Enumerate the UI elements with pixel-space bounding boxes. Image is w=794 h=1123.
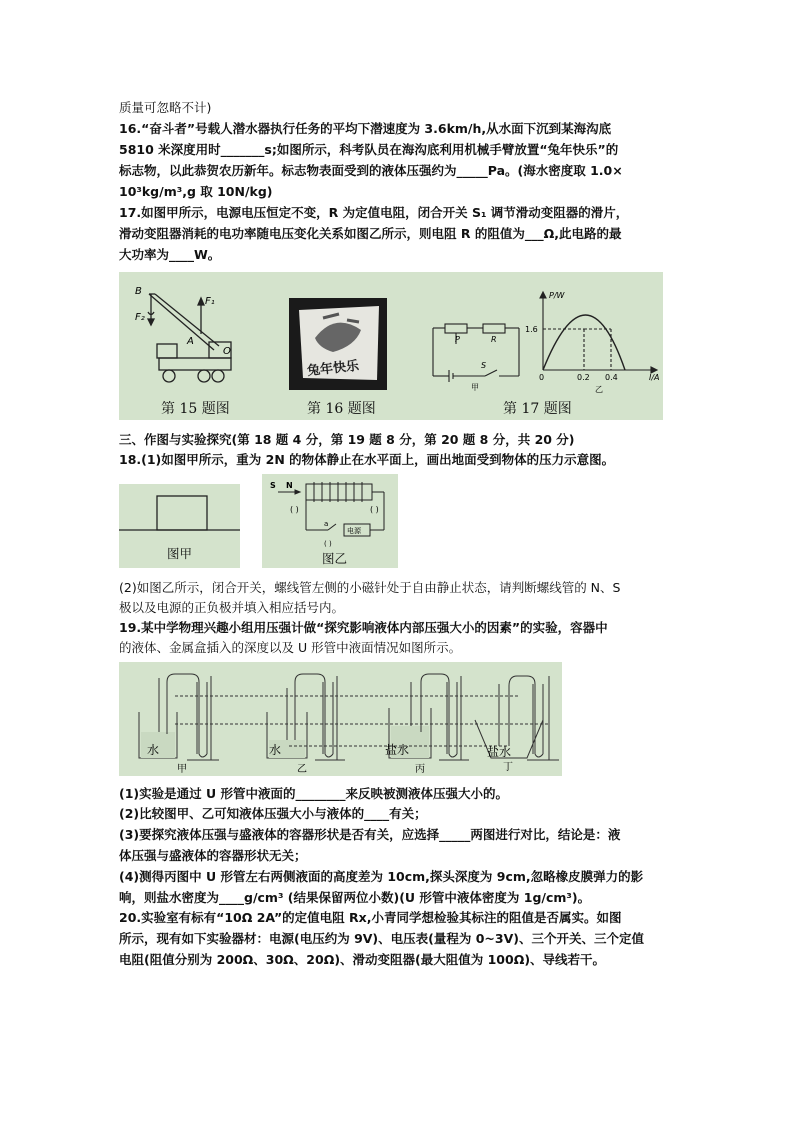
power-graph (540, 292, 657, 373)
text-line: (2)比较图甲、乙可知液体压强大小与液体的____有关； (119, 806, 427, 821)
label-r: R (491, 335, 497, 344)
power-supply-label: 电源 (347, 527, 361, 535)
label-yi: 乙 (297, 764, 307, 775)
label-f1: F₁ (205, 296, 215, 307)
label-water-2: 水 (269, 743, 282, 757)
label-n: N (286, 481, 293, 490)
figure-18-yi (262, 474, 398, 568)
caption-fig-18-jia: 图甲 (167, 546, 193, 561)
question-17: 17.如图甲所示，电源电压恒定不变，R 为定值电阻，闭合开关 S₁ 调节滑动变阻器的滑片， (119, 205, 629, 220)
question-16: 16.“奋斗者”号载人潜水器执行任务的平均下潜速度为 3.6km/h,从水面下沉到某海沟底 (119, 121, 612, 136)
text-line: 5810 米深度用时_______s;如图所示，科考队员在海沟底利用机械手臂放置“兔年快乐”的 (119, 142, 619, 157)
graph-tick-y: 1.6 (525, 325, 538, 334)
question-19: 19.某中学物理兴趣小组用压强计做“探究影响液体内部压强大小的因素”的实验，容器中 (119, 620, 608, 635)
label-o: O (223, 346, 231, 357)
caption-fig-18-yi: 图乙 (322, 551, 348, 566)
figure-panel-15-17 (119, 272, 663, 420)
text-line: 体压强与盛液体的容器形状无关； (119, 848, 307, 863)
question-20: 20.实验室有标有“10Ω 2A”的定值电阻 Rx,小青同学想检验其标注的阻值是否属实。如图 (119, 910, 622, 925)
text-line: 响，则盐水密度为____g/cm³ (结果保留两位小数)(U 形管中液体密度为 1g/cm³)。 (119, 890, 591, 905)
text-line: 极以及电源的正负极并填入相应括号内。 (119, 600, 345, 615)
paren-power: ( ) (324, 540, 332, 548)
label-water-1: 水 (147, 743, 160, 757)
label-salt-1: 盐水 (385, 743, 410, 757)
label-f2: F₂ (135, 312, 145, 323)
text-line: (1)实验是通过 U 形管中液面的________来反映被测液体压强大小的。 (119, 786, 508, 801)
graph-tick-x1: 0.2 (577, 373, 590, 382)
label-b: B (135, 286, 142, 297)
text-line: 滑动变阻器消耗的电功率随电压变化关系如图乙所示，则电阻 R 的阻值为___Ω,此电路的最 (119, 226, 622, 241)
figure-18-jia (119, 484, 240, 568)
label-s: S (270, 481, 276, 490)
figure-19-panel (119, 662, 562, 776)
label-jia: 甲 (177, 764, 187, 775)
text-line: 标志物，以此恭贺农历新年。标志物表面受到的液体压强约为_____Pa。(海水密度取 1.0× (119, 163, 623, 178)
section-heading: 三、作图与实验探究(第 18 题 4 分，第 19 题 8 分，第 20 题 8 分，共 20 分) (119, 432, 575, 447)
label-p: P (455, 335, 460, 344)
text-line: (4)测得丙图中 U 形管左右两侧液面的高度差为 10cm,探头深度为 9cm,忽略橡皮膜弹力的影 (119, 869, 644, 884)
paren-left: ( ) (290, 505, 299, 514)
graph-ylabel: P/W (549, 291, 565, 300)
figure-19-drawing (119, 662, 562, 776)
text-line: 所示，现有如下实验器材：电源(电压约为 9V)、电压表(量程为 0~3V)、三个开关、三个定值 (119, 931, 644, 946)
label-salt-2: 盐水 (487, 745, 512, 759)
question-18: 18.(1)如图甲所示，重为 2N 的物体静止在水平面上，画出地面受到物体的压力示意图。 (119, 452, 615, 467)
label-jia: 甲 (471, 383, 479, 392)
paren-right: ( ) (370, 505, 379, 514)
text-line: (2)如图乙所示，闭合开关，螺线管左侧的小磁针处于自由静止状态，请判断螺线管的 N、S (119, 580, 621, 595)
text-line: 10³kg/m³,g 取 10N/kg) (119, 184, 273, 199)
text-line: 的液体、金属盒插入的深度以及 U 形管中液面情况如图所示。 (119, 640, 462, 655)
graph-xlabel: I/A (649, 373, 660, 382)
caption-fig-15: 第 15 题图 (161, 401, 230, 417)
graph-label-yi: 乙 (595, 385, 603, 394)
caption-fig-16: 第 16 题图 (307, 401, 376, 417)
sign-photo (289, 298, 387, 390)
caption-fig-17: 第 17 题图 (503, 401, 572, 417)
label-a: a (324, 520, 329, 528)
text-line: 大功率为____W。 (119, 247, 221, 262)
graph-tick-x0: 0 (539, 373, 545, 382)
label-s: S (481, 361, 487, 370)
label-a: A (187, 336, 194, 347)
sign-text: 兔年快乐 (306, 358, 360, 380)
label-bing: 丙 (415, 764, 425, 775)
text-line: (3)要探究液体压强与盛液体的容器形状是否有关，应选择_____两图进行对比，结论是：液 (119, 827, 621, 842)
label-ding: 丁 (503, 762, 513, 773)
text-line: 质量可忽略不计) (119, 100, 212, 115)
circuit-figure (433, 324, 519, 382)
text-line: 电阻(阻值分别为 200Ω、30Ω、20Ω)、滑动变阻器(最大阻值为 100Ω)、导线若干。 (119, 952, 606, 967)
graph-tick-x2: 0.4 (605, 373, 618, 382)
